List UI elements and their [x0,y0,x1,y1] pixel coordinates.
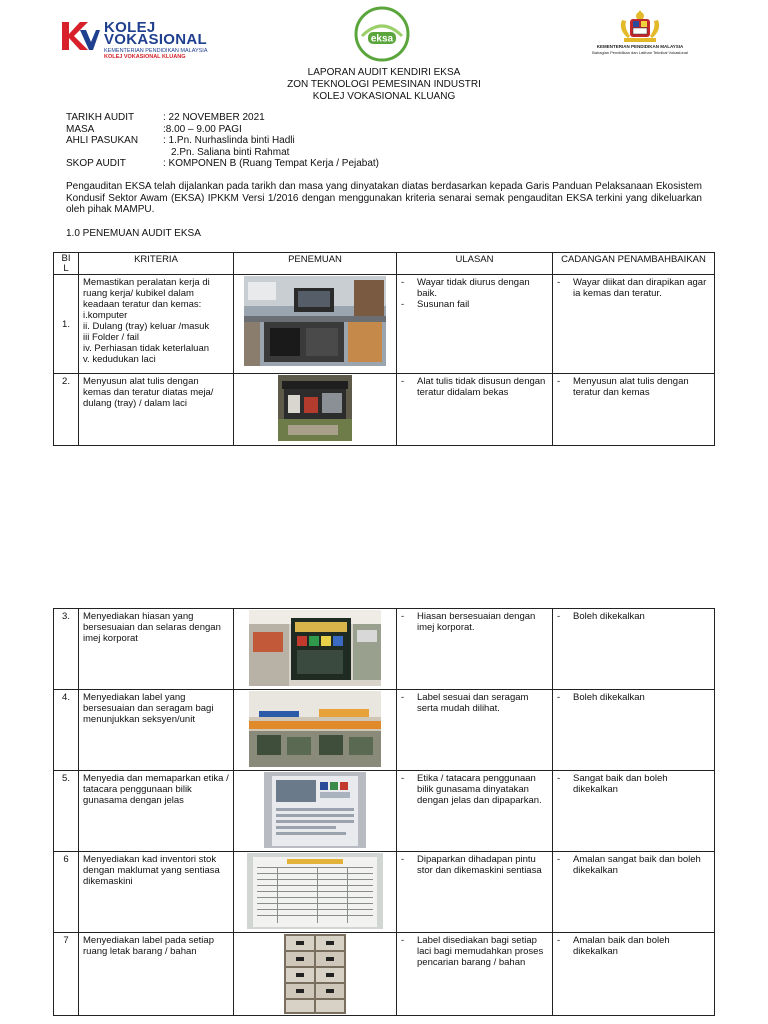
kriteria-line: Menyediakan label pada setiap ruang letak barang / bahan [83,935,214,957]
kv-logo-line1: KOLEJ [104,19,156,36]
table-row [54,275,715,374]
kpm-logo-line1: KEMENTERIAN PENDIDIKAN MALAYSIA [596,44,684,49]
row-penemuan [234,275,397,374]
report-title [0,67,768,103]
kriteria-line: i.komputer [83,310,128,321]
ulasan-item: - Alat tulis tidak disusun dengan teratur didalam bekas [401,376,546,398]
row-cadangan [553,771,715,852]
header-penemuan: PENEMUAN [234,253,397,275]
kv-logo-icon [60,20,100,52]
table-row [54,933,715,1016]
kriteria-line: v. kedudukan laci [83,354,156,365]
row-cadangan [553,374,715,446]
title-line1: LAPORAN AUDIT KENDIRI EKSA [307,67,461,78]
eksa-logo-text: eksa [370,33,394,45]
row-ulasan [397,690,553,771]
row-ulasan [397,609,553,690]
masa-label: MASA [66,123,95,135]
audit-table-1 [53,252,715,446]
kv-logo-line4: KOLEJ VOKASIONAL KLUANG [104,54,186,60]
kv-logo-line3: KEMENTERIAN PENDIDIKAN MALAYSIA [104,48,208,54]
row-ulasan [397,933,553,1016]
jata-negara-icon [572,8,708,44]
audit-info [66,112,379,170]
row-cadangan [553,933,715,1016]
cadangan-item: - Wayar diikat dan dirapikan agar ia kemas dan teratur. [557,277,707,299]
table-row [54,771,715,852]
workshop-label-photo [249,691,381,767]
row-cadangan [553,609,715,690]
table-row [54,852,715,933]
row-penemuan [234,771,397,852]
row-cadangan [553,275,715,374]
kv-logo-line2: VOKASIONAL [104,31,208,48]
ulasan-item: - Etika / tatacara penggunaan bilik gunasama dinyatakan dengan jelas dan dipaparkan. [401,773,542,806]
ahli-value1: : 1.Pn. Nurhaslinda binti Hadli [163,135,295,146]
kolej-vokasional-logo [60,18,220,60]
kriteria-line: Menyediakan hiasan yang bersesuaian dan selaras dengan imej korporat [83,611,221,644]
intro-paragraph: Pengauditan EKSA telah dijalankan pada tarikh dan masa yang dinyatakan diatas berdasarkan kepada Garis Panduan Pelaksanaan Ekosistem Kondusif Sektor Awam (EKSA) IPKKM Versi 1/2016 dengan menggunakan kriteria senarai semak pengauditan EKSA terkini yang dikeluarkan oleh pihak MAMPU. [66,181,702,215]
row-penemuan [234,852,397,933]
cadangan-item: - Amalan baik dan boleh dikekalkan [557,935,670,957]
header-kriteria: KRITERIA [79,253,234,275]
ulasan-item: - Susunan fail [401,299,470,310]
table-row [54,374,715,446]
kriteria-line: ii. Dulang (tray) keluar /masuk [83,321,210,332]
cadangan-item: - Menyusun alat tulis dengan teratur dan kemas [557,376,689,398]
row-penemuan [234,374,397,446]
kriteria-line: Menyedia dan memaparkan etika / tatacara penggunaan bilik gunasama dengan jelas [83,773,229,806]
row-bil: 2. [54,374,79,446]
row-kriteria [79,771,234,852]
audit-table-2 [53,608,715,1016]
ahli-label: AHLI PASUKAN [66,135,139,146]
tarikh-label: TARIKH AUDIT [66,112,135,123]
kriteria-line: Menyusun alat tulis dengan kemas dan teratur diatas meja/ dulang (tray) / dalam laci [83,376,214,409]
ulasan-item: - Dipaparkan dihadapan pintu stor dan dikemaskini sentiasa [401,854,542,876]
row-kriteria [79,933,234,1016]
section-heading: 1.0 PENEMUAN AUDIT EKSA [66,228,201,239]
corporate-display-photo [249,610,381,686]
kriteria-line: Menyediakan label yang bersesuaian dan seragam bagi menunjukkan seksyen/unit [83,692,214,725]
row-ulasan [397,771,553,852]
kriteria-line: Menyediakan kad inventori stok dengan maklumat yang sentiasa dikemaskini [83,854,220,887]
masa-value: :8.00 – 9.00 PAGI [163,123,242,135]
row-bil: 6 [54,852,79,933]
table-row [54,609,715,690]
office-desk-photo [244,276,386,366]
cadangan-item: - Amalan sangat baik dan boleh dikekalkan [557,854,701,876]
row-kriteria [79,852,234,933]
row-cadangan [553,852,715,933]
row-kriteria [79,690,234,771]
kpm-logo-line2: Bahagian Pendidikan dan Latihan Teknikal Vokasional [592,50,688,55]
row-bil: 7 [54,933,79,1016]
kriteria-line: iii Folder / fail [83,332,139,343]
header-ulasan: ULASAN [397,253,553,275]
drawer-label-photo [284,934,346,1014]
row-bil: 1. [54,275,79,374]
ahli-value2: 2.Pn. Saliana binti Rahmat [171,146,290,158]
kriteria-line: Memastikan peralatan kerja di ruang kerja/ kubikel dalam keadaan teratur dan kemas: [83,277,210,310]
header-bil: BI L [54,253,79,275]
row-penemuan [234,609,397,690]
skop-value: : KOMPONEN B (Ruang Tempat Kerja / Pejabat) [163,158,380,169]
row-kriteria [79,609,234,690]
title-line3: KOLEJ VOKASIONAL KLUANG [312,91,456,102]
header-cadangan: CADANGAN PENAMBAHBAIKAN [553,253,715,275]
ulasan-item: - Hiasan bersesuaian dengan imej korporat. [401,611,536,633]
row-ulasan [397,374,553,446]
cadangan-item: - Boleh dikekalkan [557,692,645,703]
inventory-card-photo [247,853,383,929]
kriteria-line: iv. Perhiasan tidak keterlaluan [83,343,210,354]
stationery-tray-photo [278,375,352,441]
table-row [54,690,715,771]
row-kriteria [79,374,234,446]
tarikh-value: : 22 NOVEMBER 2021 [163,112,265,123]
row-ulasan [397,275,553,374]
row-penemuan [234,690,397,771]
row-bil: 5. [54,771,79,852]
cadangan-item: - Boleh dikekalkan [557,611,645,622]
eksa-logo [354,6,410,62]
cadangan-item: - Sangat baik dan boleh dikekalkan [557,773,668,795]
ulasan-item: - Label disediakan bagi setiap laci bagi memudahkan proses pencarian barang / bahan [401,935,544,968]
kpm-logo [572,8,708,58]
skop-label: SKOP AUDIT [66,158,126,169]
ulasan-item: - Label sesuai dan seragam serta mudah dilihat. [401,692,529,714]
row-cadangan [553,690,715,771]
row-kriteria [79,275,234,374]
row-ulasan [397,852,553,933]
table-header-row [54,253,715,275]
ulasan-item: - Wayar tidak diurus dengan baik. [401,277,530,299]
row-bil: 4. [54,690,79,771]
etiquette-poster-photo [264,772,366,848]
row-penemuan [234,933,397,1016]
row-bil: 3. [54,609,79,690]
title-line2: ZON TEKNOLOGI PEMESINAN INDUSTRI [287,79,481,90]
